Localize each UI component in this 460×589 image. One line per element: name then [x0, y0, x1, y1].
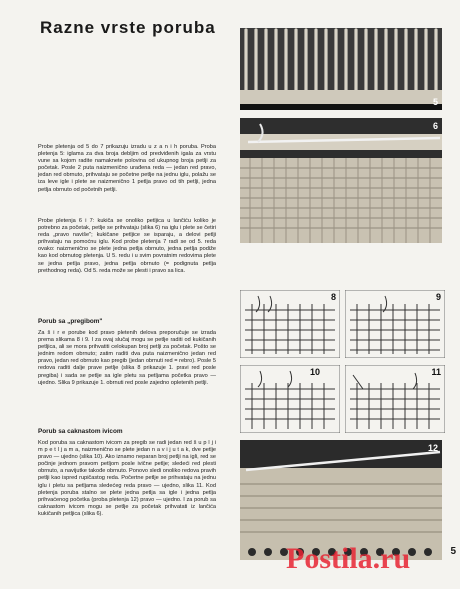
photo-number: 6 — [432, 121, 438, 131]
photo-number: 9 — [435, 292, 441, 302]
needle-knit-photo — [240, 118, 442, 243]
watermark: Postila.ru — [286, 542, 411, 575]
page-title: Razne vrste poruba — [40, 18, 216, 37]
stitch-diagram — [240, 365, 340, 433]
stitch-diagram — [240, 290, 340, 358]
photo-number: 12 — [427, 443, 438, 453]
page-number: 5 — [450, 546, 456, 557]
ribbed-knit-photo — [240, 28, 442, 110]
photo-number: 5 — [432, 97, 438, 107]
paragraph-4: Kod poruba sa caknastom ivicom za pregib se radi jedan red š u p l j i m p e t l j a m a, naizmenično se plete jedan n a v i j u t a k, dve petlje pravo — ujedno (slika 10). Ako iznamo neparan broj petlji na igli, red se počinje jednom pravom petljom posle ivične petlje; sledeći red plesti obrnuto, a navijutke takođe obrnuto. Ponovo sledi onoliko redova pravih petlji kao ispred rupičastog reda. Počertne petlje se prihvataju na jednu iglu i pletu sa petljama sledećeg reda pravo — ujedno, slika 11. Kod pletenja poruba stalno se plete jedna petlja sa igle i jedna petlja prihvaćenog početka (proba pletenja 12) pravo — ujedno. I za porub sa caknastom ivicom mogu se petlje za početak prihvatati iz lančića kukičanih petljica (slika 6). — [38, 440, 216, 517]
photo-number: 11 — [431, 367, 441, 377]
heading-caknasta-ivica: Porub sa caknastom ivicom — [38, 428, 123, 435]
heading-pregib: Porub sa „pregibom" — [38, 318, 103, 325]
stitch-diagram — [345, 290, 445, 358]
photo-number: 8 — [330, 292, 336, 302]
paragraph-1: Probe pletenja od 5 do 7 prikazuju izradu u z a n i h poruba. Proba pletenja 5: iglama za dva broja debljim od predviđenih igala za vrstu vune sa kojom radite namaknete polovina od ukupnog broja petlji za početak. Posle 2 puta naizmenično urađena reda — jedan red pravo, jedan red obrnuto, prihvataju se početne petlje na jednu iglu, polažu se iza leve igle i plete se naizmenično 1 petlja pravo od tih petlji, jedna petlja obrnuto od početnih petlji. — [38, 144, 216, 193]
photo-5 — [240, 28, 442, 110]
diagram-10 — [240, 365, 340, 433]
photo-number: 10 — [310, 367, 321, 377]
diagram-8 — [240, 290, 340, 358]
photo-6 — [240, 118, 442, 243]
diagram-11 — [345, 365, 445, 433]
paragraph-3: Za š i r e porube kod pravo pletenih delova preporučuje se izrada prema slikama 8 i 9. I za ovaj slučaj mogu se petlje raditi od kukičanih petljica, ali se mora prihvatiti celokupan broj petlji za početak. Pošto se jednim redom obrnuto; zatim raditi dva puta naizmenično jedan red pravo, jedan red obrnuto kao pregib (jedan obrnuti red = rebro). Posle 5 redova raditi dalje prave petlje (slika 8 prikazuje 1. pravi red posle pregiba) i sada se petlje sa igle pletu sa petljama početka pravo — ujedno. Slika 9 prikazuje 1. obrnuti red posle zajedno opletenih petlji. — [38, 330, 216, 386]
paragraph-2: Probe pletenja 6 i 7: kukiča se onoliko petljica u lančiću koliko je potrebno za početak, petlje se prihvataju (slika 6) na iglu i plete se četiri reda „pravo naviše"; kukičane petljice se isparaju, a delovi petlji prihvataju na pomoćnu iglu. Kod probe pletenja 7 radi se od 5. reda ovako: naizmenično se plete jedna petlja obrnuto, jedna petlja podiže kao kod obrnutog pletenja. U 5. redu i u svim povratnim redovima plete se jedna petlja pravo, jedna petlja obrnuto (= podignuta petlja prethodnog reda). Od 5. reda može se plesti i pravo sa lica. — [38, 218, 216, 274]
diagram-9 — [345, 290, 445, 358]
stitch-diagram — [345, 365, 445, 433]
